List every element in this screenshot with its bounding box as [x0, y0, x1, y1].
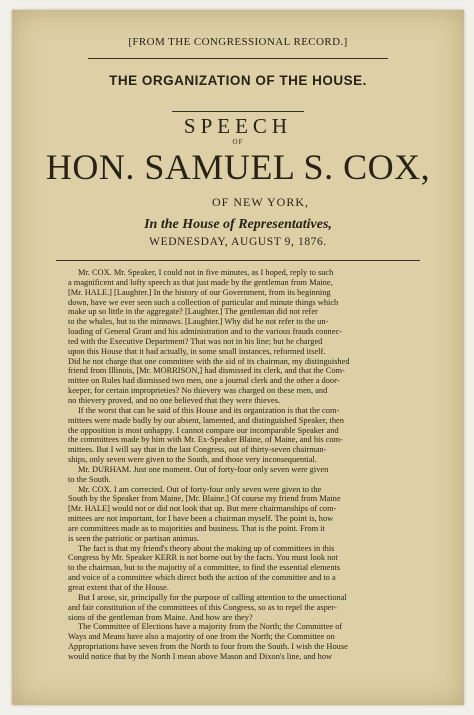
source-line: [FROM THE CONGRESSIONAL RECORD.] [128, 36, 348, 48]
body-line: and fair constitution of the committees of this Congress, so as to repel the asper- [68, 602, 337, 612]
body-line: Appropriations have seven from the North to four from the South. I wish the House [68, 642, 348, 652]
body-line: The Committee of Elections have a majority from the North; the Committee of [78, 622, 343, 632]
body-line: Mr. COX. Mr. Speaker, I could not in five minutes, as I hoped, reply to such [78, 268, 334, 277]
body-line: the committees made by him with Mr. Ex-Speaker Blaine, of Maine, and his com- [68, 435, 343, 445]
body-line: Did he not charge that one committee with the aid of its chairman, my distinguished [68, 356, 350, 366]
body-line: to the South. [68, 474, 111, 484]
body-line: The fact is that my friend's theory about the making up of committees in this [78, 543, 335, 553]
body-line: Mr. COX. I am corrected. Out of forty-four only seven were given to the [78, 484, 322, 494]
body-line: ships, only seven were given to the South, and those very inconsequential. [68, 455, 317, 465]
body-line: sions of the gentleman from Maine. And how are they? [68, 612, 253, 622]
body-line: mittees are not important, for I have been a chairman myself. The point is, how [68, 514, 334, 524]
body-line: If the worst that can be said of this House and its organization is that the com- [78, 405, 340, 415]
body-line: ted with the Executive Department? That was not in his line; but he charged [68, 336, 323, 346]
body-line: [Mr. HALE] would not or did not look that up. But mere chairmanships of com- [68, 504, 337, 514]
body-line: a magnificent and lofty speech as that just made by the gentleman from Maine, [68, 277, 333, 287]
body-line: is seen the patriotic or partisan animus. [68, 533, 199, 543]
body-line: down, have we ever seen such a collection of particular and minute things which [68, 297, 339, 307]
body-line: to the whales, but to the minnows. [Laughter.] Why did he not refer to the un- [68, 317, 329, 327]
speaker-name: HON. SAMUEL S. COX, [45, 147, 431, 187]
body-line: great extent that of the House. [68, 583, 169, 592]
body-line: [Mr. HALE.] [Laughter.] In the history of our Government, from its beginning [68, 287, 331, 297]
venue-line: In the House of Representatives, [144, 217, 332, 232]
body-line: Mr. DURHAM. Just one moment. Out of forty-four only seven were given [78, 464, 329, 474]
divider-short [172, 111, 304, 112]
divider-top [88, 58, 388, 59]
body-line: would notice that by the North I mean above Mason and Dixon's line, and how [68, 651, 333, 661]
body-line: upon this House that it had actually, in some small instances, reformed itself. [68, 346, 326, 356]
body-line: are committees made as to majorities and business. That is the point. From it [68, 523, 325, 533]
body-line: South by the Speaker from Maine, [Mr. Blaine.] Of course my friend from Maine [68, 494, 341, 504]
date-line: WEDNESDAY, AUGUST 9, 1876. [149, 236, 327, 248]
body-line: and voice of a committee which direct both the action of the committee and to a [68, 573, 336, 583]
speaker-state: OF NEW YORK, [212, 195, 310, 209]
document-heading: THE ORGANIZATION OF THE HOUSE. [109, 73, 367, 88]
speech-label: SPEECH [183, 114, 293, 138]
document-page [12, 10, 464, 705]
body-line: mittees. But I will say that in the last Congress, out of thirty-seven chairman- [68, 445, 327, 455]
body-line: loading of General Grant and his administration and to the various frauds connec- [68, 327, 342, 337]
body-line: mittees were made badly by our absent, lamented, and distinguished Speaker, then [68, 415, 344, 425]
body-line: mittee on Rules had dismissed two men, one a journal clerk and the other a door- [68, 376, 340, 386]
body-line: to the chairman, but to the majority of a committee, to find the essential elements [68, 563, 341, 573]
of-label: OF [232, 138, 244, 146]
body-line: no thievery proved, and no one believed that they were thieves. [68, 395, 281, 405]
body-line: Ways and Means have also a majority of one from the North; the Committee on [68, 632, 335, 642]
body-line: the opposition is most unhappy. I cannot compare our incomparable Speaker and [68, 425, 339, 435]
divider-body [56, 260, 420, 261]
body-line: friend from Illinois, [Mr. MORRISON,] had dismissed its clerk, and that the Com- [68, 366, 345, 376]
body-line: Congress by Mr. Speaker KERR is not borne out by the facts. You must look not [68, 553, 338, 563]
body-line: make up so little in the aggregate? [Laughter.] The gentleman did not refer [68, 307, 318, 317]
body-line: But I arose, sir, principally for the purpose of calling attention to the unsectional [78, 592, 347, 602]
body-line: keeper, for certain improprieties? No thievery was charged on these men, and [68, 386, 328, 396]
speech-body [68, 268, 420, 662]
